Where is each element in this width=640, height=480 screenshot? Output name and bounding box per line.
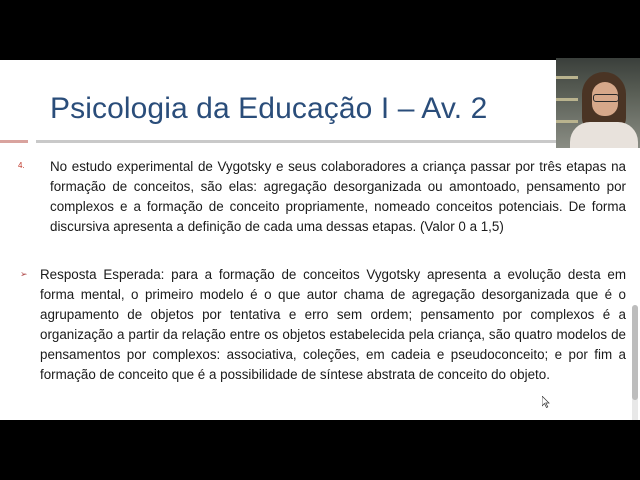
slide bbox=[0, 60, 640, 420]
bookshelf bbox=[556, 98, 578, 101]
answer-text: Resposta Esperada: para a formação de conceitos Vygotsky apresenta a evolução desta em forma mental, o primeiro modelo é o que autor chama de agregação desorganizada que é o agrupamento de objetos por tentativa e erro sem ordem; pensamento por complexos é a organização a partir da relação entre os objetos estabelecida pela criança, são quatro modelos de pensamentos por complexos: associativa, coleções, em cadeia e pseudoconceito; e por fim a formação de conceito que é a possibilidade de síntese abstrata de conceito do objeto. bbox=[40, 267, 626, 382]
webcam-video bbox=[556, 58, 640, 148]
mouse-pointer-icon bbox=[542, 396, 550, 408]
scrollbar[interactable] bbox=[632, 305, 638, 420]
presenter-shirt bbox=[570, 122, 638, 148]
question-text: No estudo experimental de Vygotsky e seus colaboradores a criança passar por três etapas na formação de conceitos, são elas: agregação desorganizada ou amontoado, pensamento por complexos e a formação de conceito propriamente, nomeado conceitos potenciais. De forma discursiva apresenta a definição de cada uma dessas etapas. (Valor 0 a 1,5) bbox=[50, 159, 626, 234]
question-number: 4. bbox=[18, 161, 25, 170]
presenter-glasses bbox=[593, 94, 619, 102]
scrollbar-thumb[interactable] bbox=[632, 305, 638, 400]
bookshelf bbox=[556, 76, 578, 79]
bookshelf bbox=[556, 120, 578, 123]
title-accent-rule bbox=[0, 140, 28, 143]
arrow-bullet-icon: ➢ bbox=[20, 269, 28, 279]
title-underline-rule bbox=[36, 140, 640, 143]
slide-title: Psicologia da Educação I – Av. 2 bbox=[50, 92, 488, 125]
